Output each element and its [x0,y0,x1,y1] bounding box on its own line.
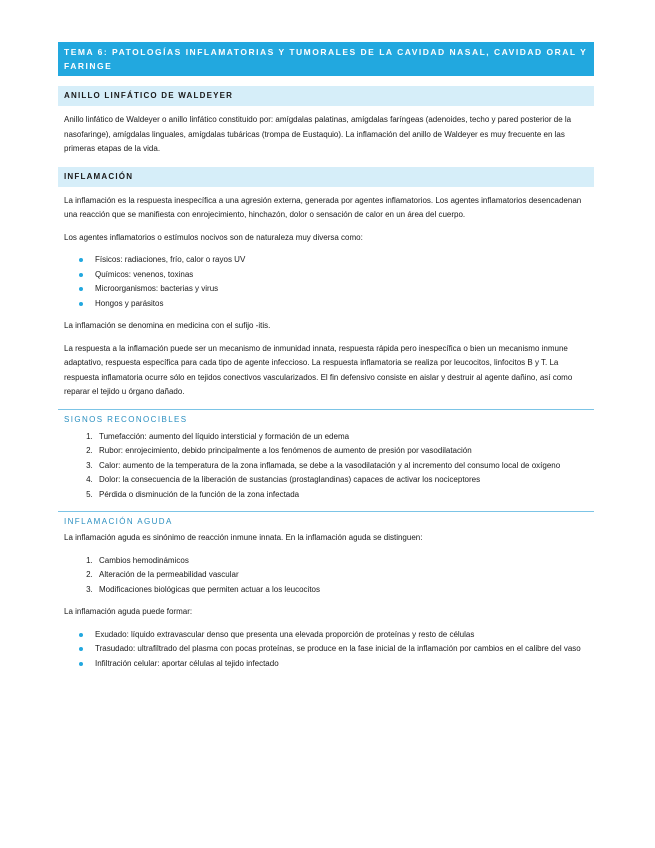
list-item: Químicos: venenos, toxinas [95,268,594,283]
inflamacion-paragraph-2: Los agentes inflamatorios o estímulos nocivos son de naturaleza muy diversa como: [64,232,363,242]
aguda-paragraph-1: La inflamación aguda es sinónimo de reacción inmune innata. En la inflamación aguda se distinguen: [64,533,423,542]
list-item: 2. Rubor: enrojecimiento, debido principalmente a los fenómenos de aumento de presión por vasodilatación [95,444,594,459]
aguda-forms-list [58,628,594,672]
list-item: 1. Cambios hemodinámicos [95,554,594,569]
chapter-title: TEMA 6: PATOLOGÍAS INFLAMATORIAS Y TUMORALES DE LA CAVIDAD NASAL, CAVIDAD ORAL Y FARINGE [58,42,594,76]
list-item: 4. Dolor: la consecuencia de la liberación de sustancias (prostaglandinas) capaces de activar los nociceptores [95,473,594,488]
section-heading-waldeyer: ANILLO LINFÁTICO DE WALDEYER [58,86,594,106]
list-item: Exudado: líquido extravascular denso que presenta una elevada proporción de proteínas y resto de células [95,628,594,643]
inflamacion-paragraph-3: La inflamación se denomina en medicina con el sufijo -itis. [64,321,271,330]
list-item: 2. Alteración de la permeabilidad vascular [95,568,594,583]
signos-list [58,430,594,503]
list-item: 1. Tumefacción: aumento del líquido intersticial y formación de un edema [95,430,594,445]
list-item: Hongos y parásitos [95,297,594,312]
inflamacion-paragraph-4: La respuesta a la inflamación puede ser un mecanismo de inmunidad innata, respuesta rápida pero inespecífica o bien un mecanismo inmune adaptativo, respuesta específica para cada tipo de agente infeccioso. La respuesta inflamatoria se realiza por leucocitos, linfocitos B y T. La respuesta inflamatoria ocurre sólo en tejidos conectivos vascularizados. El fin defensivo consiste en aislar y destruir al agente dañino, así como reparar el tejido u órgano dañado. [64,343,573,396]
agents-list [58,253,594,311]
subsection-heading-signos: SIGNOS RECONOCIBLES [58,409,594,426]
document-content [58,42,594,671]
list-item: 3. Modificaciones biológicas que permiten actuar a los leucocitos [95,583,594,598]
list-item: Infiltración celular: aportar células al tejido infectado [95,657,594,672]
waldeyer-paragraph: Anillo linfático de Waldeyer o anillo linfático constituido por: amígdalas palatinas, amígdalas faríngeas (adenoides, techo y pared posterior de la nasofaringe), amígdalas linguales, amígdalas tubáricas (trompa de Eustaquio). La inflamación del anillo de Waldeyer es muy frecuente en las primeras etapas de la vida. [64,115,572,153]
aguda-paragraph-2: La inflamación aguda puede formar: [64,607,193,616]
list-item: 3. Calor: aumento de la temperatura de la zona inflamada, se debe a la vasodilatación y al incremento del consumo local de oxígeno [95,459,594,474]
list-item: Microorganismos: bacterias y virus [95,282,594,297]
aguda-changes-list [58,554,594,598]
list-item: Físicos: radiaciones, frío, calor o rayos UV [95,253,594,268]
list-item: Trasudado: ultrafiltrado del plasma con pocas proteínas, se produce en la fase inicial de la inflamación por cambios en el calibre del vaso [95,642,594,657]
section-heading-inflamacion: INFLAMACIÓN [58,167,594,187]
subsection-heading-aguda: INFLAMACIÓN AGUDA [58,511,594,528]
inflamacion-paragraph-1: La inflamación es la respuesta inespecífica a una agresión externa, generada por agentes inflamatorios. Los agentes inflamatorios desencadenan una reacción que se manifiesta con enrojecimiento, hinchazón, dolor o sensación de calor en un área del cuerpo. [64,195,582,219]
list-item: 5. Pérdida o disminución de la función de la zona infectada [95,488,594,503]
